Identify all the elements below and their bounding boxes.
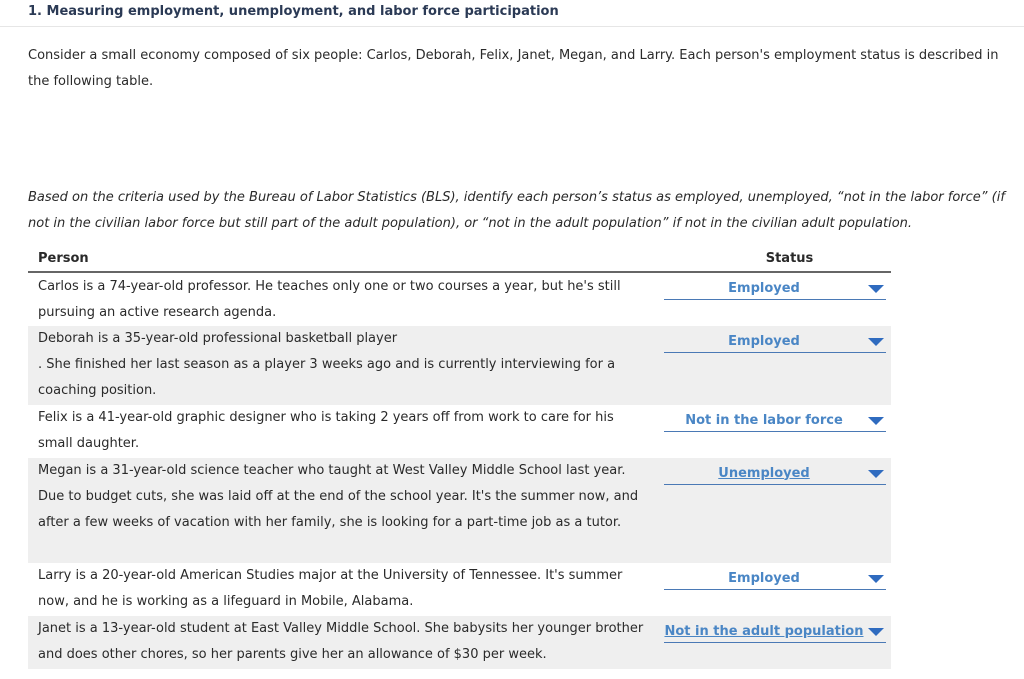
header-person: Person [38, 251, 89, 266]
person-description: Megan is a 31-year-old science teacher who taught at West Valley Middle School last year. Due to budget cuts, she was laid off at the end of the school year. It's the summer now, and after a few weeks of vacation with her family, she is looking for a part-time job as a tutor. [38, 463, 639, 530]
status-cell [651, 405, 891, 458]
status-cell [651, 458, 891, 563]
table-row [28, 273, 891, 326]
status-cell [651, 563, 891, 616]
status-dropdown[interactable] [664, 330, 886, 353]
status-cell [651, 616, 891, 669]
caret-down-icon [868, 575, 884, 583]
person-description [28, 326, 651, 405]
person-description: Carlos is a 74-year-old professor. He teaches only one or two courses a year, but he's still pursuing an active research agenda. [38, 279, 621, 320]
status-dropdown[interactable] [664, 462, 886, 485]
table-row [28, 405, 891, 458]
person-description-line: Deborah is a 35-year-old professional basketball player [38, 331, 398, 346]
status-value: Employed [728, 570, 800, 586]
status-value: Employed [728, 333, 800, 349]
table-row [28, 458, 891, 563]
status-cell [651, 326, 891, 405]
table-row [28, 616, 891, 669]
status-dropdown[interactable] [664, 620, 886, 643]
instructions-text: Based on the criteria used by the Bureau of Labor Statistics (BLS), identify each person’s status as employed, unemployed, “not in the labor force” (if not in the civilian labor force but still part of the adult population), or “not in the adult population” if not in the civilian adult population. [28, 190, 1005, 231]
person-description-line: . She finished her last season as a player 3 weeks ago and is currently interviewing for a coaching position. [38, 357, 616, 398]
status-cell [651, 273, 891, 326]
status-value: Unemployed [718, 465, 810, 481]
status-dropdown[interactable] [664, 277, 886, 300]
person-description: Felix is a 41-year-old graphic designer who is taking 2 years off from work to care for his small daughter. [38, 410, 614, 451]
person-description: Janet is a 13-year-old student at East Valley Middle School. She babysits her younger brother and does other chores, so her parents give her an allowance of $30 per week. [38, 621, 644, 662]
status-value: Not in the labor force [685, 412, 843, 428]
header-status: Status [765, 251, 814, 266]
intro-text: Consider a small economy composed of six people: Carlos, Deborah, Felix, Janet, Megan, and Larry. Each person's employment status is described in the following table. [28, 48, 999, 89]
question-title: 1. Measuring employment, unemployment, and labor force participation [28, 4, 559, 19]
status-value: Not in the adult population [664, 623, 864, 639]
title-divider [0, 26, 1024, 27]
caret-down-icon [868, 338, 884, 346]
caret-down-icon [868, 285, 884, 293]
status-value: Employed [728, 280, 800, 296]
table-row [28, 326, 891, 405]
table-header [28, 249, 891, 273]
status-table [28, 249, 891, 669]
caret-down-icon [868, 417, 884, 425]
caret-down-icon [868, 470, 884, 478]
status-dropdown[interactable] [664, 409, 886, 432]
caret-down-icon [868, 628, 884, 636]
table-row [28, 563, 891, 616]
person-description: Larry is a 20-year-old American Studies major at the University of Tennessee. It's summer now, and he is working as a lifeguard in Mobile, Alabama. [38, 568, 623, 609]
status-dropdown[interactable] [664, 567, 886, 590]
